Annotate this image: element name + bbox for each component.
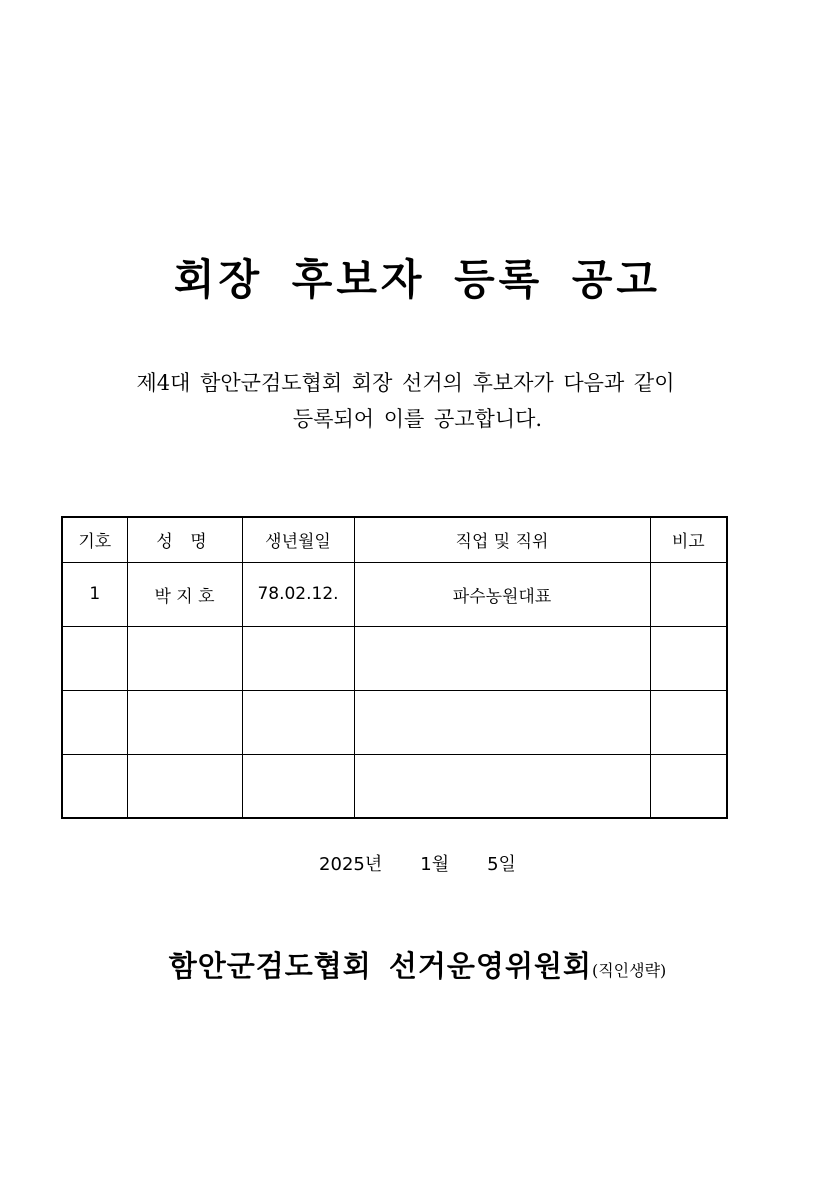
header-occupation: 직업 및 직위	[354, 517, 650, 562]
cell-occupation	[354, 690, 650, 754]
cell-remarks	[650, 754, 727, 818]
notice-date	[0, 850, 835, 876]
table-row	[62, 626, 727, 690]
cell-birthdate	[242, 690, 354, 754]
intro-line-2: 등록되어 이를 공고합니다.	[292, 407, 543, 431]
cell-occupation	[354, 626, 650, 690]
cell-birthdate	[242, 626, 354, 690]
table-row	[62, 754, 727, 818]
header-number: 기호	[62, 517, 127, 562]
cell-number	[62, 690, 127, 754]
date-day: 5일	[487, 854, 516, 875]
cell-number	[62, 626, 127, 690]
header-birthdate: 생년월일	[242, 517, 354, 562]
seal-note: (직인생략)	[591, 961, 667, 980]
page-title: 회장 후보자 등록 공고	[173, 255, 661, 304]
cell-name: 박 지 호	[127, 562, 242, 626]
table-row	[62, 562, 727, 626]
date-year: 2025년	[319, 854, 383, 875]
cell-name	[127, 754, 242, 818]
cell-birthdate: 78.02.12.	[242, 562, 354, 626]
cell-occupation	[354, 754, 650, 818]
cell-remarks	[650, 690, 727, 754]
intro-line-1: 제4대 함안군검도협회 회장 선거의 후보자가 다음과 같이	[136, 371, 675, 395]
cell-number: 1	[62, 562, 127, 626]
cell-name	[127, 626, 242, 690]
cell-name	[127, 690, 242, 754]
cell-birthdate	[242, 754, 354, 818]
date-month: 1월	[420, 854, 450, 875]
cell-number	[62, 754, 127, 818]
table-row	[62, 690, 727, 754]
header-name: 성 명	[127, 517, 242, 562]
cell-occupation: 파수농원대표	[354, 562, 650, 626]
issuing-organization	[0, 944, 835, 985]
cell-remarks	[650, 626, 727, 690]
organization-name: 함안군검도협회 선거운영위원회	[168, 949, 592, 983]
cell-remarks	[650, 562, 727, 626]
table-header-row	[62, 517, 727, 562]
candidate-table	[61, 516, 728, 819]
header-remarks: 비고	[650, 517, 727, 562]
